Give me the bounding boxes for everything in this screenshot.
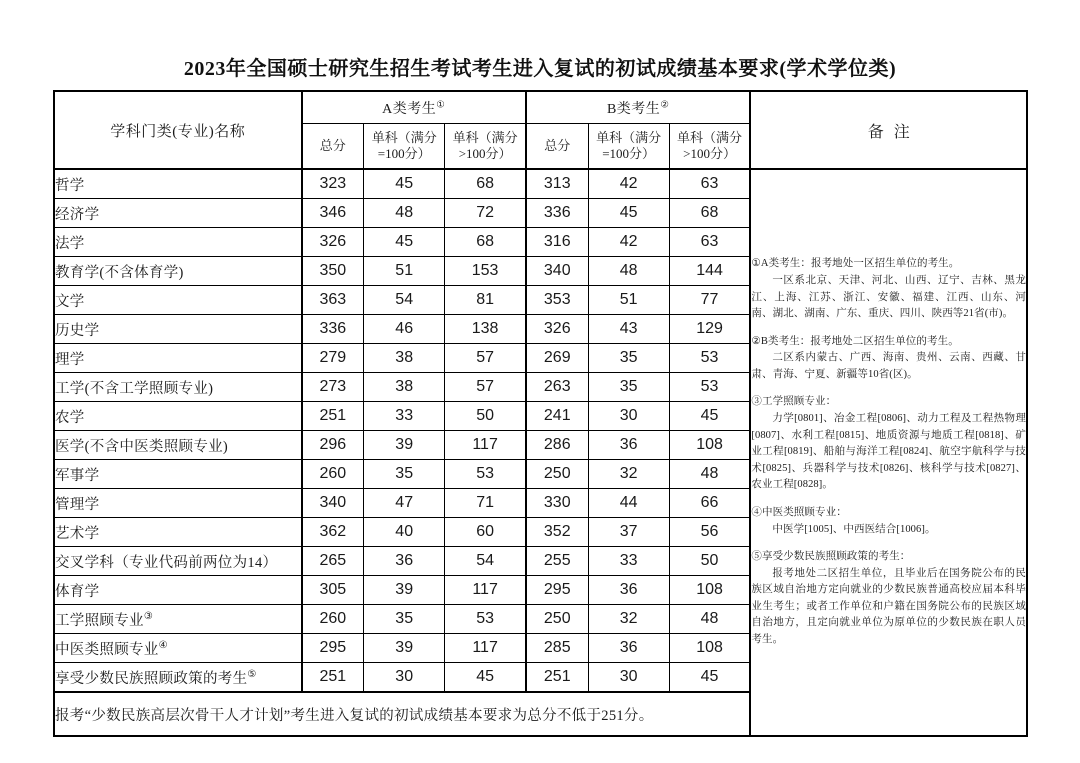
header-b-single-eq100 xyxy=(588,124,669,170)
row-subject-label: 中医类照顾专业 xyxy=(55,641,159,658)
remark-5-body: 报考地处二区招生单位，且毕业后在国务院公布的民族区域自治地方定向就业的少数民族普通高校应届本科毕业生考生；或者工作单位和户籍在国务院公布的民族区域自治地方，且定向就业单位为原单位的少数民族在职人员考生。 xyxy=(751,567,1026,645)
cell-a-total: 323 xyxy=(302,169,364,199)
cell-b-single-eq100: 37 xyxy=(588,518,669,547)
row-subject-superscript: ③ xyxy=(143,610,153,622)
remark-4-body: 中医学[1005]、中西医结合[1006]。 xyxy=(772,523,936,535)
cell-a-single-gt100: 138 xyxy=(445,315,526,344)
cell-a-single-gt100: 71 xyxy=(445,489,526,518)
row-subject-name xyxy=(54,286,302,315)
row-subject-name xyxy=(54,576,302,605)
cell-b-single-gt100: 63 xyxy=(669,169,750,199)
table-header xyxy=(54,91,1027,169)
cell-a-single-eq100: 33 xyxy=(364,402,445,431)
cell-a-single-gt100: 72 xyxy=(445,199,526,228)
cell-a-total: 251 xyxy=(302,402,364,431)
header-subject-name: 学科门类(专业)名称 xyxy=(54,91,302,169)
header-group-a xyxy=(302,91,526,124)
cell-a-single-eq100: 48 xyxy=(364,199,445,228)
cell-b-single-eq100: 42 xyxy=(588,228,669,257)
row-subject-name xyxy=(54,634,302,663)
cell-b-total: 241 xyxy=(526,402,588,431)
cell-b-total: 255 xyxy=(526,547,588,576)
cell-b-single-gt100: 53 xyxy=(669,373,750,402)
row-subject-name xyxy=(54,257,302,286)
cell-b-total: 313 xyxy=(526,169,588,199)
header-group-b-label: B类考生 xyxy=(606,101,661,117)
cell-b-total: 286 xyxy=(526,431,588,460)
cell-a-single-gt100: 117 xyxy=(445,634,526,663)
cell-a-single-gt100: 153 xyxy=(445,257,526,286)
row-subject-superscript: ④ xyxy=(158,639,168,651)
remark-2-heading: ②B类考生：报考地处二区招生单位的考生。 xyxy=(751,335,959,347)
cell-b-single-eq100: 48 xyxy=(588,257,669,286)
cell-b-single-eq100: 43 xyxy=(588,315,669,344)
header-remark: 备注 xyxy=(750,91,1027,169)
cell-a-total: 363 xyxy=(302,286,364,315)
remark-spacer xyxy=(751,323,1026,334)
cell-a-single-eq100: 45 xyxy=(364,228,445,257)
row-subject-label: 理学 xyxy=(55,351,85,368)
cell-a-single-eq100: 46 xyxy=(364,315,445,344)
row-subject-label: 哲学 xyxy=(55,177,85,194)
header-a-single-eq100-line2: =100分） xyxy=(377,146,431,161)
score-requirements-table xyxy=(53,90,1028,737)
cell-b-total: 353 xyxy=(526,286,588,315)
row-subject-name xyxy=(54,431,302,460)
cell-a-total: 296 xyxy=(302,431,364,460)
cell-b-total: 336 xyxy=(526,199,588,228)
header-b-single-eq100-line2: =100分） xyxy=(602,146,656,161)
remark-spacer xyxy=(751,383,1026,394)
remark-spacer xyxy=(751,538,1026,549)
cell-b-single-gt100: 56 xyxy=(669,518,750,547)
cell-a-total: 305 xyxy=(302,576,364,605)
cell-a-single-eq100: 39 xyxy=(364,431,445,460)
row-subject-label: 军事学 xyxy=(55,467,100,484)
header-a-single-gt100-line2: >100分） xyxy=(458,146,512,161)
cell-a-total: 279 xyxy=(302,344,364,373)
row-subject-name xyxy=(54,344,302,373)
cell-a-single-gt100: 117 xyxy=(445,576,526,605)
cell-b-single-eq100: 32 xyxy=(588,460,669,489)
header-group-b xyxy=(526,91,750,124)
cell-b-single-gt100: 66 xyxy=(669,489,750,518)
cell-b-single-gt100: 48 xyxy=(669,605,750,634)
header-a-single-eq100-line1: 单科（满分 xyxy=(371,129,437,145)
cell-a-single-gt100: 60 xyxy=(445,518,526,547)
row-subject-label: 享受少数民族照顾政策的考生 xyxy=(55,670,248,687)
header-b-single-gt100-line2: >100分） xyxy=(683,146,736,161)
cell-b-total: 263 xyxy=(526,373,588,402)
cell-b-total: 330 xyxy=(526,489,588,518)
row-subject-name xyxy=(54,315,302,344)
cell-a-single-eq100: 36 xyxy=(364,547,445,576)
cell-a-total: 295 xyxy=(302,634,364,663)
remark-1-heading: ①A类考生：报考地处一区招生单位的考生。 xyxy=(751,258,960,270)
cell-a-single-eq100: 38 xyxy=(364,373,445,402)
cell-b-single-eq100: 42 xyxy=(588,169,669,199)
row-subject-name xyxy=(54,402,302,431)
header-group-b-superscript: ② xyxy=(660,99,670,110)
cell-b-single-eq100: 30 xyxy=(588,663,669,693)
row-subject-name xyxy=(54,373,302,402)
row-subject-label: 管理学 xyxy=(55,496,100,513)
cell-b-single-eq100: 51 xyxy=(588,286,669,315)
cell-b-single-gt100: 45 xyxy=(669,402,750,431)
cell-a-single-eq100: 45 xyxy=(364,169,445,199)
row-subject-name xyxy=(54,663,302,693)
cell-a-total: 340 xyxy=(302,489,364,518)
header-b-total: 总分 xyxy=(526,124,588,170)
cell-b-single-eq100: 35 xyxy=(588,344,669,373)
cell-a-total: 326 xyxy=(302,228,364,257)
remark-2-body: 二区系内蒙古、广西、海南、贵州、云南、西藏、甘肃、青海、宁夏、新疆等10省(区)。 xyxy=(751,352,1026,380)
cell-b-single-gt100: 77 xyxy=(669,286,750,315)
cell-b-total: 250 xyxy=(526,605,588,634)
cell-a-total: 260 xyxy=(302,605,364,634)
row-subject-label: 经济学 xyxy=(55,206,100,223)
cell-b-single-eq100: 36 xyxy=(588,431,669,460)
cell-a-single-eq100: 51 xyxy=(364,257,445,286)
row-subject-superscript: ⑤ xyxy=(247,668,257,680)
cell-a-single-gt100: 81 xyxy=(445,286,526,315)
cell-b-total: 285 xyxy=(526,634,588,663)
cell-b-single-gt100: 144 xyxy=(669,257,750,286)
cell-a-total: 350 xyxy=(302,257,364,286)
cell-a-single-eq100: 30 xyxy=(364,663,445,693)
row-subject-label: 医学(不含中医类照顾专业) xyxy=(55,438,229,455)
table-body xyxy=(54,169,1027,736)
header-group-a-label: A类考生 xyxy=(382,101,437,117)
cell-a-total: 251 xyxy=(302,663,364,693)
cell-a-single-eq100: 47 xyxy=(364,489,445,518)
cell-b-single-eq100: 36 xyxy=(588,634,669,663)
header-b-single-gt100-line1: 单科（满分 xyxy=(677,129,743,145)
cell-b-total: 326 xyxy=(526,315,588,344)
row-subject-label: 交叉学科（专业代码前两位为14） xyxy=(55,554,278,571)
cell-a-single-eq100: 39 xyxy=(364,634,445,663)
cell-b-total: 340 xyxy=(526,257,588,286)
row-subject-label: 农学 xyxy=(55,409,85,426)
cell-b-single-eq100: 32 xyxy=(588,605,669,634)
row-subject-label: 艺术学 xyxy=(55,525,100,542)
cell-a-total: 362 xyxy=(302,518,364,547)
row-subject-label: 法学 xyxy=(55,235,85,252)
cell-a-single-gt100: 45 xyxy=(445,663,526,693)
cell-a-single-gt100: 54 xyxy=(445,547,526,576)
cell-a-single-gt100: 50 xyxy=(445,402,526,431)
header-a-single-gt100 xyxy=(445,124,526,170)
row-subject-name xyxy=(54,228,302,257)
row-subject-label: 体育学 xyxy=(55,583,100,600)
row-subject-label: 工学(不含工学照顾专业) xyxy=(55,380,214,397)
cell-a-single-gt100: 53 xyxy=(445,460,526,489)
header-b-single-gt100 xyxy=(669,124,750,170)
cell-b-single-gt100: 53 xyxy=(669,344,750,373)
cell-b-single-eq100: 44 xyxy=(588,489,669,518)
cell-b-single-gt100: 129 xyxy=(669,315,750,344)
remark-3-body: 力学[0801]、冶金工程[0806]、动力工程及工程热物理[0807]、水利工程[0815]、地质资源与地质工程[0818]、矿业工程[0819]、船舶与海洋工程[0824]、航空宇航科学与技术[0825]、兵器科学与技术[0826]、核科学与技术[0827]、农业工程[0828]。 xyxy=(751,413,1026,491)
row-subject-name xyxy=(54,605,302,634)
header-b-single-eq100-line1: 单科（满分 xyxy=(596,129,662,145)
row-subject-label: 文学 xyxy=(55,293,85,310)
cell-b-total: 352 xyxy=(526,518,588,547)
header-a-total: 总分 xyxy=(302,124,364,170)
row-subject-name xyxy=(54,518,302,547)
row-subject-label: 教育学(不含体育学) xyxy=(55,264,184,281)
cell-a-single-gt100: 53 xyxy=(445,605,526,634)
remark-5-heading: ⑤享受少数民族照顾政策的考生： xyxy=(751,551,911,563)
cell-b-total: 250 xyxy=(526,460,588,489)
cell-b-single-eq100: 35 xyxy=(588,373,669,402)
cell-b-single-gt100: 50 xyxy=(669,547,750,576)
cell-b-single-gt100: 108 xyxy=(669,576,750,605)
cell-a-single-eq100: 39 xyxy=(364,576,445,605)
row-subject-name xyxy=(54,547,302,576)
cell-b-single-eq100: 45 xyxy=(588,199,669,228)
cell-a-total: 346 xyxy=(302,199,364,228)
cell-b-total: 251 xyxy=(526,663,588,693)
cell-a-single-eq100: 54 xyxy=(364,286,445,315)
row-subject-name xyxy=(54,199,302,228)
header-a-single-gt100-line1: 单科（满分 xyxy=(452,129,518,145)
cell-b-single-gt100: 45 xyxy=(669,663,750,693)
cell-a-single-gt100: 117 xyxy=(445,431,526,460)
cell-a-single-eq100: 35 xyxy=(364,605,445,634)
cell-a-single-gt100: 57 xyxy=(445,373,526,402)
row-subject-name xyxy=(54,460,302,489)
remark-3-heading: ③工学照顾专业： xyxy=(751,396,837,408)
row-subject-label: 工学照顾专业 xyxy=(55,612,144,629)
cell-a-single-gt100: 57 xyxy=(445,344,526,373)
cell-a-single-eq100: 35 xyxy=(364,460,445,489)
cell-b-single-gt100: 48 xyxy=(669,460,750,489)
cell-b-total: 316 xyxy=(526,228,588,257)
cell-b-single-gt100: 108 xyxy=(669,431,750,460)
cell-a-total: 273 xyxy=(302,373,364,402)
cell-b-single-eq100: 30 xyxy=(588,402,669,431)
cell-a-single-eq100: 38 xyxy=(364,344,445,373)
cell-a-total: 265 xyxy=(302,547,364,576)
row-subject-name xyxy=(54,489,302,518)
row-subject-label: 历史学 xyxy=(55,322,100,339)
row-subject-name xyxy=(54,169,302,199)
footnote-text: 报考“少数民族高层次骨干人才计划”考生进入复试的初试成绩基本要求为总分不低于251分。 xyxy=(54,692,750,736)
remark-spacer xyxy=(751,494,1026,505)
cell-b-total: 269 xyxy=(526,344,588,373)
cell-b-single-gt100: 68 xyxy=(669,199,750,228)
page-title: 2023年全国硕士研究生招生考试考生进入复试的初试成绩基本要求(学术学位类) xyxy=(183,58,897,80)
cell-b-single-eq100: 33 xyxy=(588,547,669,576)
remark-4-heading: ④中医类照顾专业： xyxy=(751,506,847,518)
table-row xyxy=(54,169,1027,199)
header-a-single-eq100 xyxy=(364,124,445,170)
header-group-a-superscript: ① xyxy=(436,99,446,110)
cell-b-total: 295 xyxy=(526,576,588,605)
remarks-cell xyxy=(750,169,1027,736)
cell-a-total: 336 xyxy=(302,315,364,344)
score-table-container xyxy=(53,90,1028,737)
cell-b-single-eq100: 36 xyxy=(588,576,669,605)
cell-a-total: 260 xyxy=(302,460,364,489)
remark-1-body: 一区系北京、天津、河北、山西、辽宁、吉林、黑龙江、上海、江苏、浙江、安徽、福建、江西、山东、河南、湖北、湖南、广东、重庆、四川、陕西等21省(市)。 xyxy=(751,275,1026,320)
cell-a-single-eq100: 40 xyxy=(364,518,445,547)
cell-a-single-gt100: 68 xyxy=(445,228,526,257)
cell-b-single-gt100: 63 xyxy=(669,228,750,257)
cell-a-single-gt100: 68 xyxy=(445,169,526,199)
cell-b-single-gt100: 108 xyxy=(669,634,750,663)
